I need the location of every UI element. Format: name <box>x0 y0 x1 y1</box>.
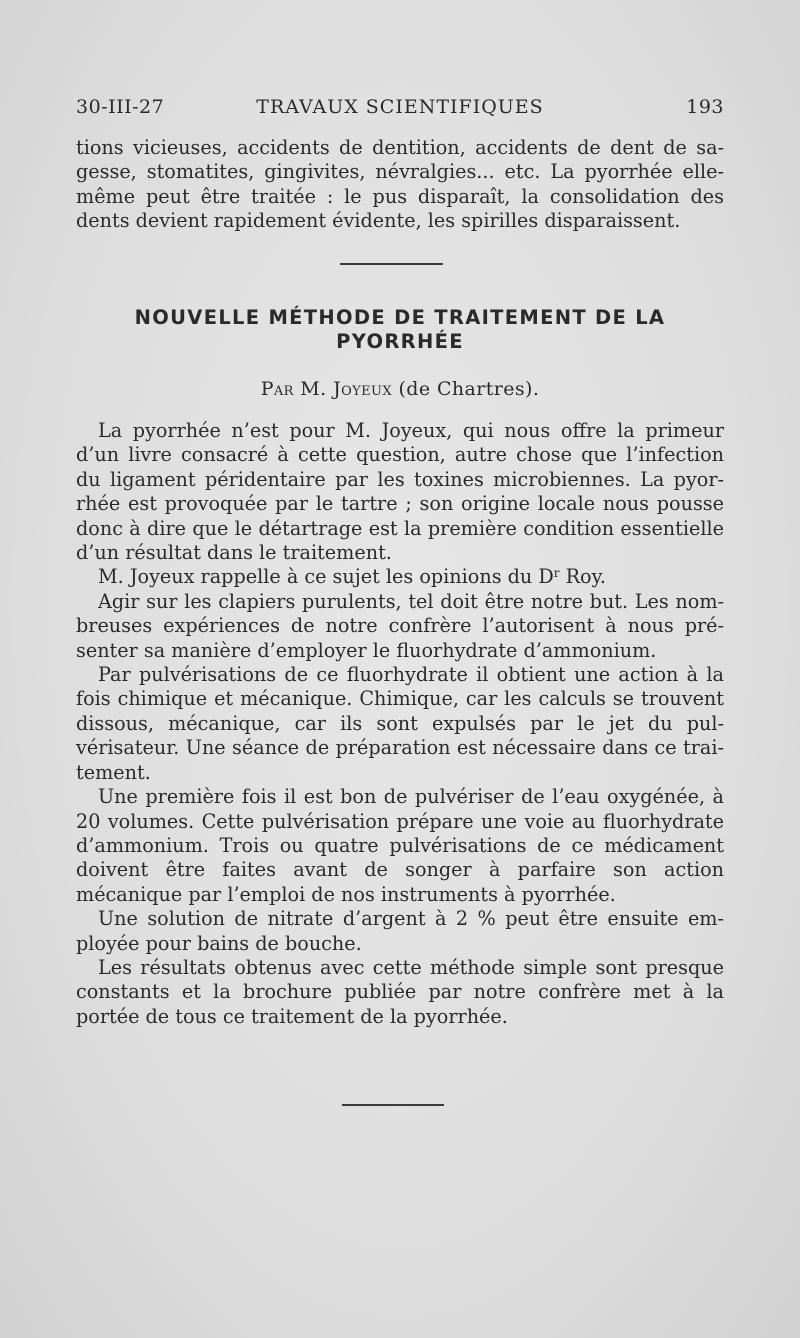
header-section-title: TRAVAUX SCIENTIFIQUES <box>256 96 544 118</box>
article-body <box>76 419 724 1029</box>
article-title-line-1: NOUVELLE MÉTHODE DE TRAITEMENT DE LA <box>134 306 666 329</box>
roy-text-before: M. Joyeux rappelle à ce sujet les opinions du D <box>98 565 554 589</box>
article-title-line-2: PYORRHÉE <box>336 330 464 353</box>
section-divider-top <box>340 263 443 265</box>
byline-prefix: Par M. <box>260 378 327 400</box>
article-title <box>60 306 740 354</box>
body-paragraph: La pyorrhée n’est pour M. Joyeux, qui nous offre la primeur d’un livre consacré à cette question, autre chose que l’infection du ligament péridentaire par les toxines microbiennes. La pyorrhée est provoquée par le tartre ; son origine locale nous pousse donc à dire que le détartrage est la première condition essentielle d’un résultat dans le traitement. <box>76 419 724 565</box>
article-byline <box>76 378 724 400</box>
header-date: 30-III-27 <box>76 96 165 118</box>
body-paragraph: Les résultats obtenus avec cette méthode simple sont presque constants et la brochure publiée par notre confrère met à la portée de tous ce traitement de la pyorrhée. <box>76 955 724 1028</box>
intro-text <box>76 136 724 234</box>
body-paragraph: Par pulvérisations de ce fluorhydrate il obtient une action à la fois chimique et mécanique. Chimique, car les calculs se trouvent dissous, mécanique, car ils sont expulsés par le jet du pulvérisateur. Une séance de préparation est nécessaire dans ce traitement. <box>76 663 724 784</box>
header-page-number: 193 <box>686 96 724 118</box>
body-paragraph: Une solution de nitrate d’argent à 2 % peut être ensuite employée pour bains de bouche. <box>76 907 724 955</box>
byline-author: Joyeux <box>333 378 393 400</box>
byline-suffix: (de Chartres). <box>398 378 540 400</box>
roy-text-after: Roy. <box>559 565 607 589</box>
intro-paragraph: tions vicieuses, accidents de dentition, accidents de dent de sagesse, stomatites, gingivites, névralgies... etc. La pyorrhée elle-même peut être traitée : le pus disparaît, la consolidation des dents devient rapidement évidente, les spirilles disparaissent. <box>76 136 724 233</box>
roy-superscript: r <box>553 566 560 581</box>
running-head <box>76 96 724 124</box>
body-paragraph-roy <box>76 565 724 589</box>
body-paragraph: Agir sur les clapiers purulents, tel doit être notre but. Les nombreuses expériences de notre confrère l’autorisent à nous présenter sa manière d’employer le fluorhydrate d’ammonium. <box>76 589 724 662</box>
body-paragraph: Une première fois il est bon de pulvériser de l’eau oxygénée, à 20 volumes. Cette pulvérisation prépare une voie au fluorhydrate d’ammonium. Trois ou quatre pulvérisations de ce médicament doivent être faites avant de songer à parfaire son action mécanique par l’emploi de nos instruments à pyorrhée. <box>76 785 724 906</box>
section-divider-bottom <box>342 1104 444 1106</box>
